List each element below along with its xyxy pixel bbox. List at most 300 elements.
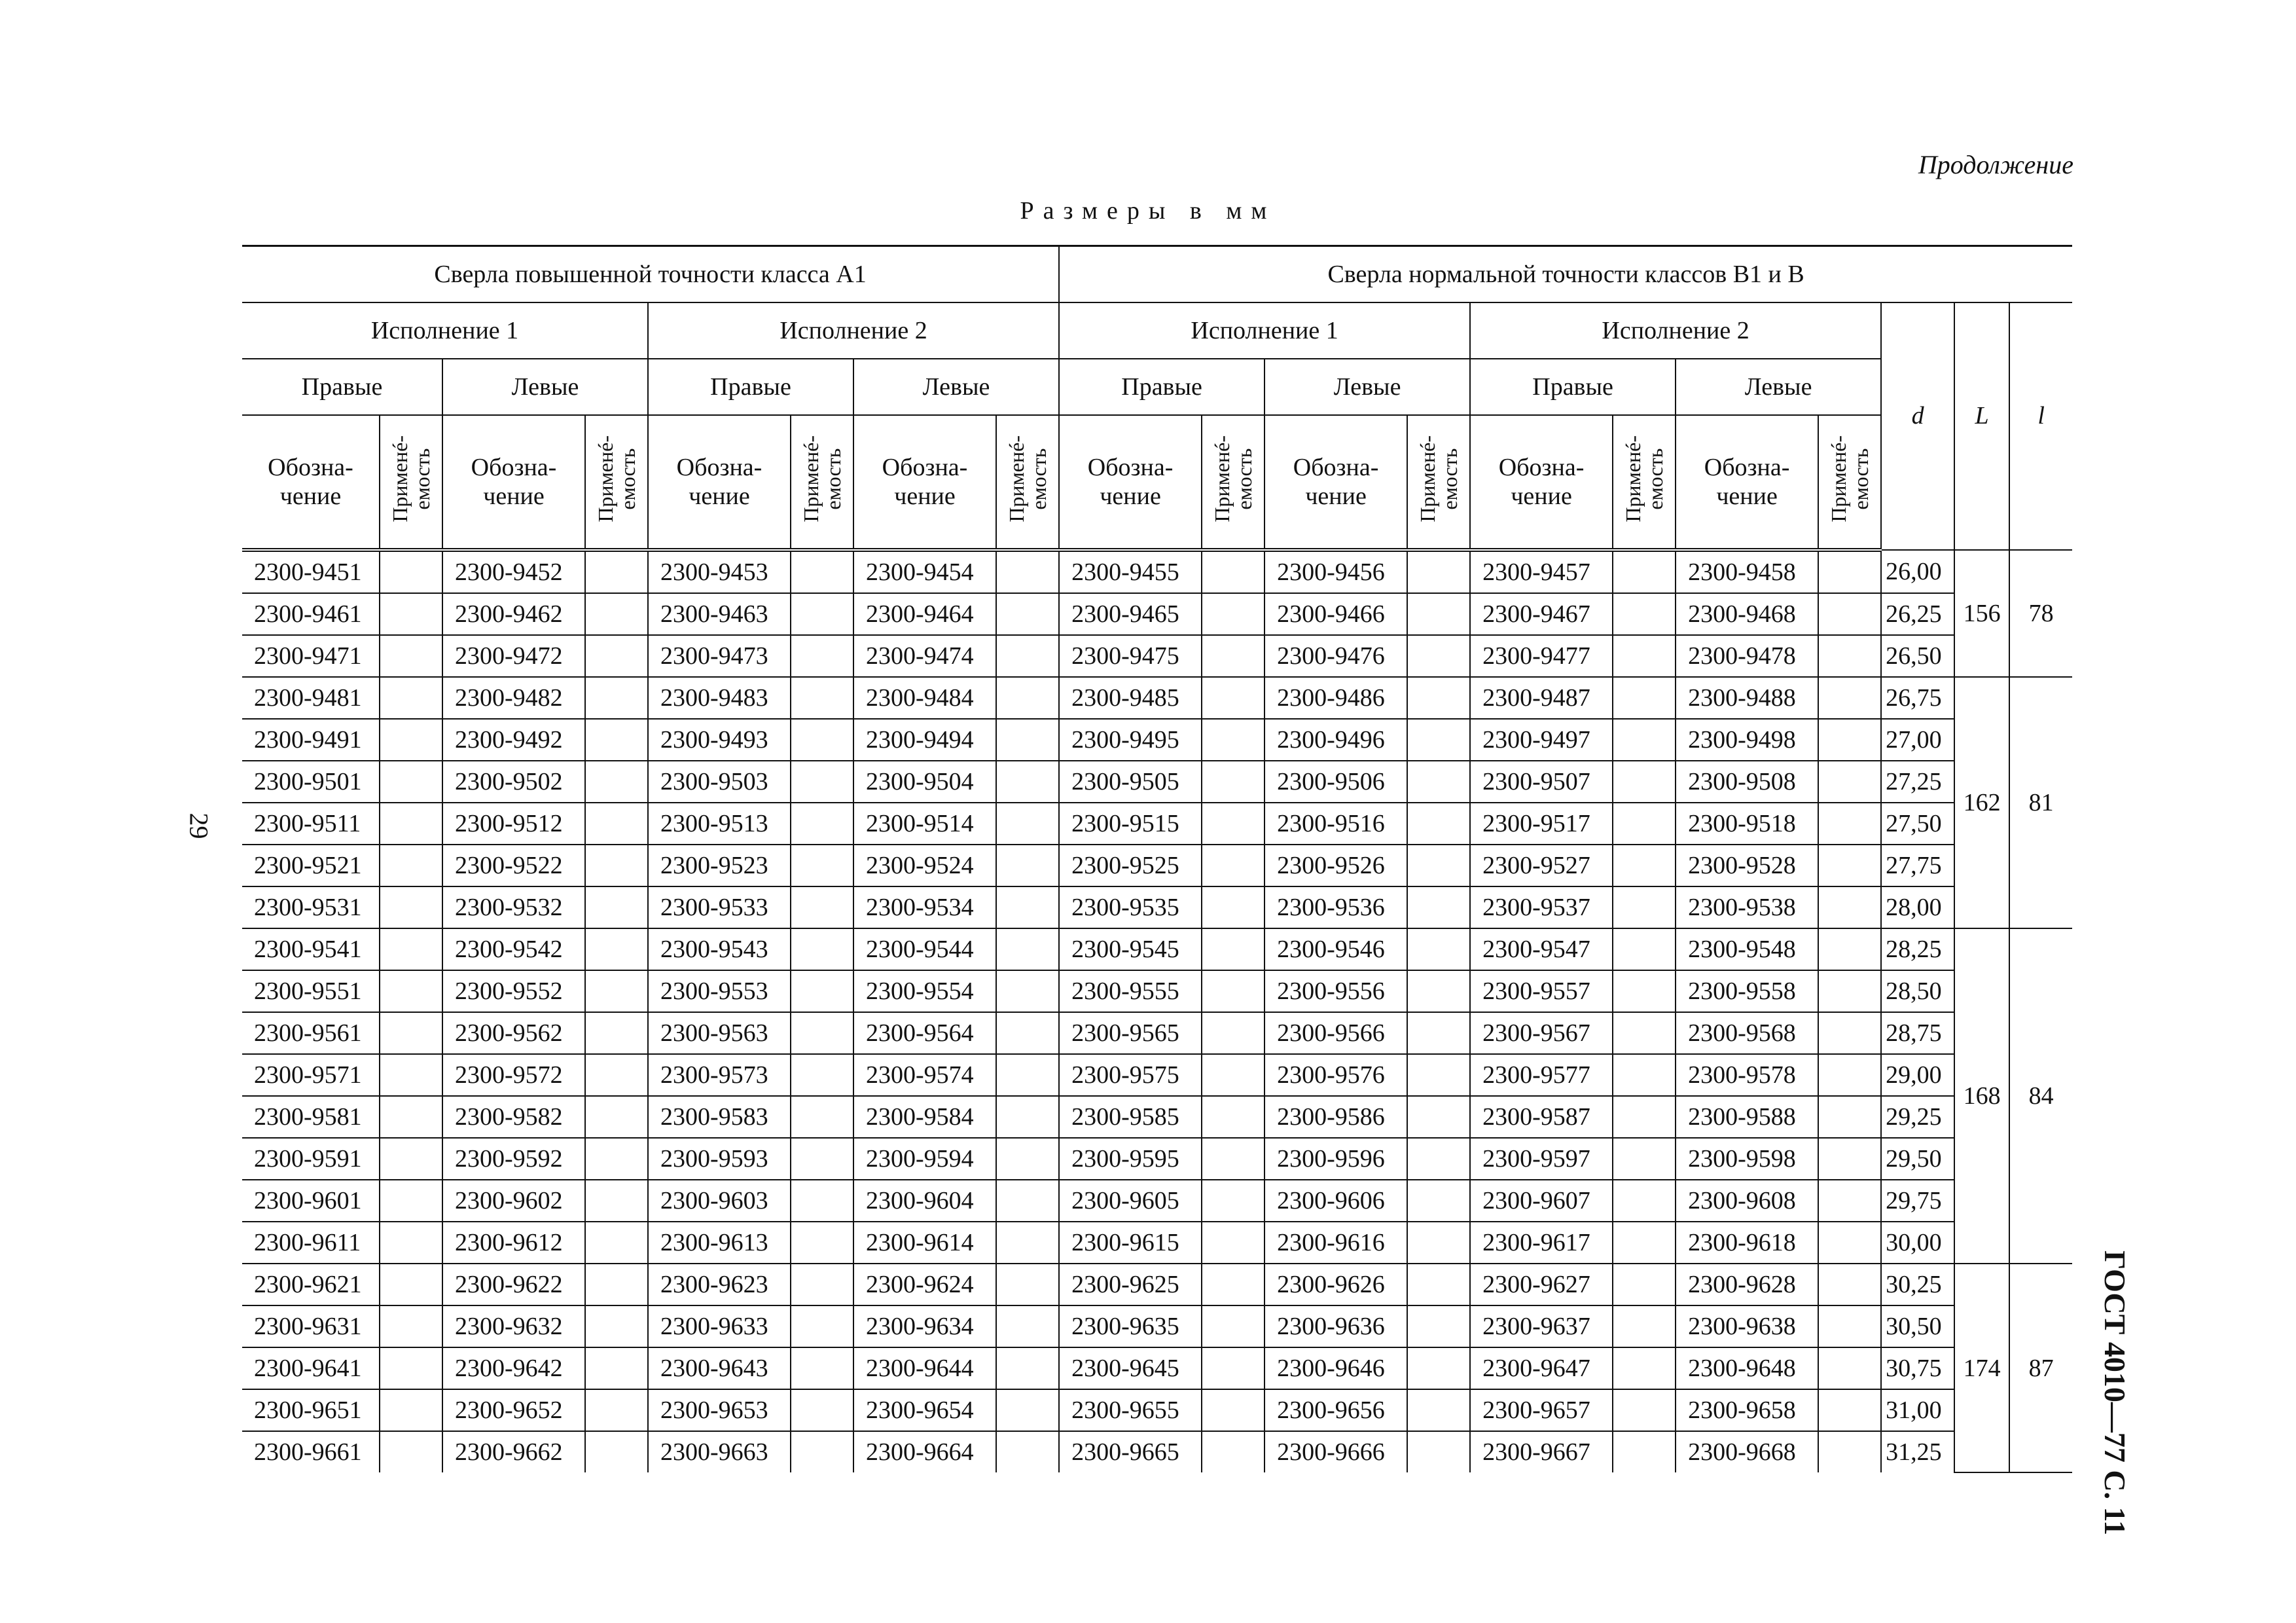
applicability-cell xyxy=(1613,593,1676,635)
applicability-cell xyxy=(1818,550,1881,593)
applicability-cell xyxy=(1818,1012,1881,1054)
applicability-cell xyxy=(791,1389,853,1431)
applicability-cell xyxy=(791,1096,853,1138)
applicability-cell xyxy=(791,635,853,677)
applicability-cell xyxy=(1818,719,1881,761)
applicability-cell xyxy=(1202,1054,1265,1096)
designation-cell: 2300-9636 xyxy=(1265,1305,1407,1347)
designation-cell: 2300-9546 xyxy=(1265,928,1407,970)
table-row xyxy=(242,1138,2072,1180)
diameter-cell: 27,50 xyxy=(1881,803,1954,845)
designation-cell: 2300-9556 xyxy=(1265,970,1407,1012)
applicability-cell xyxy=(1613,1180,1676,1222)
applicability-cell xyxy=(585,593,648,635)
table-body xyxy=(242,550,2072,1472)
diameter-cell: 29,00 xyxy=(1881,1054,1954,1096)
designation-cell: 2300-9454 xyxy=(853,550,996,593)
continuation-label: Продолжение xyxy=(1918,150,2073,179)
applicability-cell xyxy=(585,1431,648,1472)
designation-cell: 2300-9533 xyxy=(648,886,791,928)
applicability-cell xyxy=(1407,1347,1470,1389)
applicability-header xyxy=(1407,415,1470,550)
designation-cell: 2300-9667 xyxy=(1470,1431,1613,1472)
designation-cell: 2300-9638 xyxy=(1676,1305,1818,1347)
applicability-cell xyxy=(996,1305,1059,1347)
designation-cell: 2300-9563 xyxy=(648,1012,791,1054)
designation-cell: 2300-9482 xyxy=(442,677,585,719)
applicability-cell xyxy=(380,845,442,886)
applicability-cell xyxy=(1407,1305,1470,1347)
designation-cell: 2300-9495 xyxy=(1059,719,1202,761)
applicability-cell xyxy=(996,1096,1059,1138)
designation-cell: 2300-9558 xyxy=(1676,970,1818,1012)
applicability-cell xyxy=(791,1347,853,1389)
hand-header: Левые xyxy=(1676,359,1881,415)
applicability-cell xyxy=(1407,928,1470,970)
designation-cell: 2300-9527 xyxy=(1470,845,1613,886)
designation-cell: 2300-9521 xyxy=(242,845,380,886)
designation-header xyxy=(853,415,996,550)
table-row xyxy=(242,1222,2072,1264)
designation-cell: 2300-9611 xyxy=(242,1222,380,1264)
designation-cell: 2300-9601 xyxy=(242,1180,380,1222)
diameter-cell: 26,75 xyxy=(1881,677,1954,719)
designation-label: Обозна- чение xyxy=(1087,454,1174,510)
applicability-cell xyxy=(585,1305,648,1347)
designation-cell: 2300-9658 xyxy=(1676,1389,1818,1431)
applicability-cell xyxy=(1613,845,1676,886)
applicability-cell xyxy=(1202,550,1265,593)
designation-cell: 2300-9543 xyxy=(648,928,791,970)
designation-cell: 2300-9597 xyxy=(1470,1138,1613,1180)
applicability-header xyxy=(996,415,1059,550)
applicability-cell xyxy=(380,677,442,719)
applicability-cell xyxy=(1407,677,1470,719)
designation-cell: 2300-9508 xyxy=(1676,761,1818,803)
applicability-cell xyxy=(1613,1389,1676,1431)
applicability-cell xyxy=(1407,1389,1470,1431)
applicability-cell xyxy=(996,677,1059,719)
applicability-cell xyxy=(1818,845,1881,886)
applicability-cell xyxy=(791,1264,853,1305)
applicability-cell xyxy=(380,1012,442,1054)
designation-cell: 2300-9552 xyxy=(442,970,585,1012)
diameter-cell: 30,75 xyxy=(1881,1347,1954,1389)
designation-cell: 2300-9512 xyxy=(442,803,585,845)
designation-cell: 2300-9545 xyxy=(1059,928,1202,970)
designation-cell: 2300-9574 xyxy=(853,1054,996,1096)
designation-cell: 2300-9484 xyxy=(853,677,996,719)
designation-cell: 2300-9507 xyxy=(1470,761,1613,803)
applicability-cell xyxy=(791,1222,853,1264)
applicability-label: Применé- емость xyxy=(1827,435,1873,522)
applicability-cell xyxy=(1202,1096,1265,1138)
hand-header: Правые xyxy=(1059,359,1265,415)
diameter-cell: 26,25 xyxy=(1881,593,1954,635)
applicability-cell xyxy=(791,677,853,719)
designation-cell: 2300-9625 xyxy=(1059,1264,1202,1305)
applicability-cell xyxy=(1818,1431,1881,1472)
designation-cell: 2300-9564 xyxy=(853,1012,996,1054)
designation-cell: 2300-9494 xyxy=(853,719,996,761)
applicability-cell xyxy=(585,1138,648,1180)
drill-table xyxy=(242,245,2072,1473)
designation-cell: 2300-9568 xyxy=(1676,1012,1818,1054)
diameter-cell: 30,25 xyxy=(1881,1264,1954,1305)
applicability-cell xyxy=(1202,845,1265,886)
designation-cell: 2300-9647 xyxy=(1470,1347,1613,1389)
designation-cell: 2300-9606 xyxy=(1265,1180,1407,1222)
page-number: 29 xyxy=(184,812,214,839)
designation-header xyxy=(648,415,791,550)
designation-cell: 2300-9623 xyxy=(648,1264,791,1305)
units-caption: Размеры в мм xyxy=(1020,197,1276,225)
table-row xyxy=(242,1305,2072,1347)
designation-cell: 2300-9662 xyxy=(442,1431,585,1472)
applicability-cell xyxy=(1613,550,1676,593)
table-row xyxy=(242,803,2072,845)
designation-cell: 2300-9472 xyxy=(442,635,585,677)
applicability-cell xyxy=(585,845,648,886)
designation-cell: 2300-9523 xyxy=(648,845,791,886)
designation-cell: 2300-9513 xyxy=(648,803,791,845)
designation-cell: 2300-9578 xyxy=(1676,1054,1818,1096)
applicability-cell xyxy=(380,1222,442,1264)
designation-cell: 2300-9481 xyxy=(242,677,380,719)
applicability-cell xyxy=(380,1347,442,1389)
designation-cell: 2300-9635 xyxy=(1059,1305,1202,1347)
execution-header: Исполнение 2 xyxy=(648,302,1059,359)
table-row xyxy=(242,1054,2072,1096)
applicability-header xyxy=(380,415,442,550)
table-row xyxy=(242,845,2072,886)
applicability-cell xyxy=(1407,845,1470,886)
applicability-cell xyxy=(1407,970,1470,1012)
designation-cell: 2300-9612 xyxy=(442,1222,585,1264)
designation-cell: 2300-9641 xyxy=(242,1347,380,1389)
applicability-cell xyxy=(1613,1138,1676,1180)
table-row xyxy=(242,1180,2072,1222)
designation-cell: 2300-9654 xyxy=(853,1389,996,1431)
applicability-cell xyxy=(1407,761,1470,803)
designation-cell: 2300-9591 xyxy=(242,1138,380,1180)
applicability-cell xyxy=(585,928,648,970)
applicability-cell xyxy=(996,593,1059,635)
designation-cell: 2300-9626 xyxy=(1265,1264,1407,1305)
designation-cell: 2300-9648 xyxy=(1676,1347,1818,1389)
designation-cell: 2300-9655 xyxy=(1059,1389,1202,1431)
applicability-cell xyxy=(1818,1347,1881,1389)
applicability-cell xyxy=(1613,677,1676,719)
designation-cell: 2300-9537 xyxy=(1470,886,1613,928)
designation-cell: 2300-9628 xyxy=(1676,1264,1818,1305)
designation-cell: 2300-9582 xyxy=(442,1096,585,1138)
applicability-label: Применé- емость xyxy=(594,435,639,522)
applicability-cell xyxy=(996,970,1059,1012)
applicability-cell xyxy=(996,845,1059,886)
applicability-cell xyxy=(1202,1012,1265,1054)
length-l-cell: 87 xyxy=(2009,1264,2072,1472)
designation-cell: 2300-9534 xyxy=(853,886,996,928)
designation-cell: 2300-9483 xyxy=(648,677,791,719)
applicability-cell xyxy=(1613,761,1676,803)
designation-cell: 2300-9487 xyxy=(1470,677,1613,719)
length-l-cell: 81 xyxy=(2009,677,2072,928)
applicability-cell xyxy=(1613,635,1676,677)
designation-cell: 2300-9593 xyxy=(648,1138,791,1180)
applicability-cell xyxy=(1818,593,1881,635)
designation-cell: 2300-9547 xyxy=(1470,928,1613,970)
diameter-cell: 26,50 xyxy=(1881,635,1954,677)
applicability-cell xyxy=(1613,1431,1676,1472)
applicability-cell xyxy=(791,761,853,803)
table-header xyxy=(242,246,2072,551)
applicability-label: Применé- емость xyxy=(1210,435,1257,522)
applicability-header xyxy=(791,415,853,550)
applicability-header xyxy=(585,415,648,550)
applicability-cell xyxy=(1818,1264,1881,1305)
applicability-cell xyxy=(585,550,648,593)
applicability-cell xyxy=(1613,928,1676,970)
designation-cell: 2300-9518 xyxy=(1676,803,1818,845)
applicability-cell xyxy=(380,886,442,928)
designation-label: Обозна- чение xyxy=(268,454,353,510)
applicability-cell xyxy=(1818,1054,1881,1096)
applicability-cell xyxy=(791,1431,853,1472)
applicability-label: Применé- емость xyxy=(388,435,434,522)
table-row xyxy=(242,761,2072,803)
applicability-cell xyxy=(791,970,853,1012)
applicability-cell xyxy=(1407,1264,1470,1305)
applicability-cell xyxy=(1407,635,1470,677)
standard-reference: ГОСТ 4010—77 С. 11 xyxy=(2098,1250,2132,1536)
table-row xyxy=(242,719,2072,761)
diameter-cell: 28,75 xyxy=(1881,1012,1954,1054)
designation-cell: 2300-9452 xyxy=(442,550,585,593)
designation-cell: 2300-9607 xyxy=(1470,1180,1613,1222)
designation-cell: 2300-9576 xyxy=(1265,1054,1407,1096)
applicability-cell xyxy=(1407,886,1470,928)
applicability-cell xyxy=(380,635,442,677)
designation-cell: 2300-9622 xyxy=(442,1264,585,1305)
applicability-cell xyxy=(1202,803,1265,845)
designation-cell: 2300-9542 xyxy=(442,928,585,970)
designation-cell: 2300-9506 xyxy=(1265,761,1407,803)
designation-label: Обозна- чение xyxy=(676,454,762,510)
diameter-cell: 28,00 xyxy=(1881,886,1954,928)
applicability-cell xyxy=(996,1054,1059,1096)
applicability-cell xyxy=(1818,1180,1881,1222)
designation-cell: 2300-9525 xyxy=(1059,845,1202,886)
applicability-cell xyxy=(1818,886,1881,928)
designation-header xyxy=(242,415,380,550)
applicability-cell xyxy=(380,593,442,635)
designation-cell: 2300-9501 xyxy=(242,761,380,803)
designation-cell: 2300-9528 xyxy=(1676,845,1818,886)
applicability-cell xyxy=(791,886,853,928)
applicability-cell xyxy=(1407,1138,1470,1180)
applicability-cell xyxy=(1613,1096,1676,1138)
applicability-cell xyxy=(585,1389,648,1431)
header-row-subcolumns xyxy=(242,415,2072,550)
designation-cell: 2300-9532 xyxy=(442,886,585,928)
designation-cell: 2300-9608 xyxy=(1676,1180,1818,1222)
designation-cell: 2300-9598 xyxy=(1676,1138,1818,1180)
applicability-cell xyxy=(996,1222,1059,1264)
designation-cell: 2300-9592 xyxy=(442,1138,585,1180)
table-row xyxy=(242,1347,2072,1389)
applicability-cell xyxy=(1202,593,1265,635)
designation-cell: 2300-9624 xyxy=(853,1264,996,1305)
applicability-cell xyxy=(1818,1138,1881,1180)
designation-cell: 2300-9551 xyxy=(242,970,380,1012)
diameter-cell: 31,25 xyxy=(1881,1431,1954,1472)
designation-cell: 2300-9468 xyxy=(1676,593,1818,635)
applicability-cell xyxy=(996,1180,1059,1222)
designation-cell: 2300-9643 xyxy=(648,1347,791,1389)
designation-cell: 2300-9475 xyxy=(1059,635,1202,677)
table-row xyxy=(242,1389,2072,1431)
designation-cell: 2300-9577 xyxy=(1470,1054,1613,1096)
applicability-cell xyxy=(791,845,853,886)
designation-cell: 2300-9461 xyxy=(242,593,380,635)
designation-cell: 2300-9652 xyxy=(442,1389,585,1431)
designation-cell: 2300-9497 xyxy=(1470,719,1613,761)
hand-header: Левые xyxy=(442,359,648,415)
designation-cell: 2300-9565 xyxy=(1059,1012,1202,1054)
applicability-cell xyxy=(380,1431,442,1472)
table-row xyxy=(242,593,2072,635)
applicability-header xyxy=(1613,415,1676,550)
designation-cell: 2300-9616 xyxy=(1265,1222,1407,1264)
designation-cell: 2300-9583 xyxy=(648,1096,791,1138)
applicability-cell xyxy=(1407,1012,1470,1054)
designation-cell: 2300-9572 xyxy=(442,1054,585,1096)
applicability-cell xyxy=(1613,970,1676,1012)
diameter-cell: 29,75 xyxy=(1881,1180,1954,1222)
applicability-cell xyxy=(1202,719,1265,761)
designation-cell: 2300-9573 xyxy=(648,1054,791,1096)
applicability-cell xyxy=(585,719,648,761)
applicability-cell xyxy=(1818,1389,1881,1431)
designation-cell: 2300-9463 xyxy=(648,593,791,635)
designation-cell: 2300-9535 xyxy=(1059,886,1202,928)
applicability-cell xyxy=(791,593,853,635)
designation-cell: 2300-9531 xyxy=(242,886,380,928)
designation-header xyxy=(442,415,585,550)
designation-cell: 2300-9645 xyxy=(1059,1347,1202,1389)
applicability-cell xyxy=(996,1264,1059,1305)
designation-cell: 2300-9632 xyxy=(442,1305,585,1347)
applicability-cell xyxy=(380,1264,442,1305)
designation-cell: 2300-9503 xyxy=(648,761,791,803)
applicability-cell xyxy=(1407,719,1470,761)
applicability-cell xyxy=(996,550,1059,593)
designation-header xyxy=(1265,415,1407,550)
designation-cell: 2300-9627 xyxy=(1470,1264,1613,1305)
applicability-cell xyxy=(996,1389,1059,1431)
designation-cell: 2300-9453 xyxy=(648,550,791,593)
designation-cell: 2300-9561 xyxy=(242,1012,380,1054)
length-L-cell: 174 xyxy=(1954,1264,2009,1472)
designation-cell: 2300-9634 xyxy=(853,1305,996,1347)
designation-cell: 2300-9642 xyxy=(442,1347,585,1389)
diameter-cell: 29,50 xyxy=(1881,1138,1954,1180)
applicability-cell xyxy=(380,1138,442,1180)
designation-cell: 2300-9633 xyxy=(648,1305,791,1347)
applicability-header xyxy=(1818,415,1881,550)
applicability-cell xyxy=(1818,970,1881,1012)
designation-cell: 2300-9566 xyxy=(1265,1012,1407,1054)
applicability-cell xyxy=(791,550,853,593)
length-L-cell: 156 xyxy=(1954,550,2009,677)
applicability-cell xyxy=(380,761,442,803)
applicability-cell xyxy=(1818,1096,1881,1138)
applicability-cell xyxy=(1613,803,1676,845)
designation-cell: 2300-9473 xyxy=(648,635,791,677)
applicability-cell xyxy=(380,550,442,593)
designation-cell: 2300-9493 xyxy=(648,719,791,761)
applicability-cell xyxy=(996,803,1059,845)
designation-cell: 2300-9661 xyxy=(242,1431,380,1472)
designation-cell: 2300-9496 xyxy=(1265,719,1407,761)
applicability-cell xyxy=(1202,1431,1265,1472)
table-row xyxy=(242,677,2072,719)
designation-cell: 2300-9491 xyxy=(242,719,380,761)
designation-cell: 2300-9584 xyxy=(853,1096,996,1138)
designation-cell: 2300-9586 xyxy=(1265,1096,1407,1138)
designation-cell: 2300-9502 xyxy=(442,761,585,803)
applicability-cell xyxy=(791,719,853,761)
designation-cell: 2300-9458 xyxy=(1676,550,1818,593)
applicability-cell xyxy=(1202,1389,1265,1431)
applicability-cell xyxy=(996,1431,1059,1472)
applicability-cell xyxy=(1202,928,1265,970)
designation-cell: 2300-9536 xyxy=(1265,886,1407,928)
designation-cell: 2300-9581 xyxy=(242,1096,380,1138)
applicability-cell xyxy=(791,928,853,970)
designation-cell: 2300-9456 xyxy=(1265,550,1407,593)
applicability-cell xyxy=(585,1222,648,1264)
designation-cell: 2300-9615 xyxy=(1059,1222,1202,1264)
applicability-cell xyxy=(1202,677,1265,719)
applicability-cell xyxy=(1202,970,1265,1012)
designation-cell: 2300-9514 xyxy=(853,803,996,845)
applicability-cell xyxy=(1818,928,1881,970)
designation-cell: 2300-9605 xyxy=(1059,1180,1202,1222)
designation-cell: 2300-9604 xyxy=(853,1180,996,1222)
applicability-label: Применé- емость xyxy=(1005,435,1051,522)
designation-cell: 2300-9504 xyxy=(853,761,996,803)
designation-cell: 2300-9657 xyxy=(1470,1389,1613,1431)
designation-cell: 2300-9554 xyxy=(853,970,996,1012)
diameter-cell: 27,75 xyxy=(1881,845,1954,886)
designation-cell: 2300-9522 xyxy=(442,845,585,886)
applicability-cell xyxy=(380,970,442,1012)
applicability-cell xyxy=(791,803,853,845)
designation-cell: 2300-9617 xyxy=(1470,1222,1613,1264)
designation-cell: 2300-9457 xyxy=(1470,550,1613,593)
designation-label: Обозна- чение xyxy=(882,454,968,510)
applicability-cell xyxy=(1613,1305,1676,1347)
applicability-cell xyxy=(1407,1222,1470,1264)
designation-cell: 2300-9451 xyxy=(242,550,380,593)
length-L-cell: 162 xyxy=(1954,677,2009,928)
diameter-cell: 30,50 xyxy=(1881,1305,1954,1347)
hand-header: Левые xyxy=(1265,359,1470,415)
applicability-cell xyxy=(585,970,648,1012)
group-header: Сверла нормальной точности классов В1 и В xyxy=(1059,246,2072,303)
